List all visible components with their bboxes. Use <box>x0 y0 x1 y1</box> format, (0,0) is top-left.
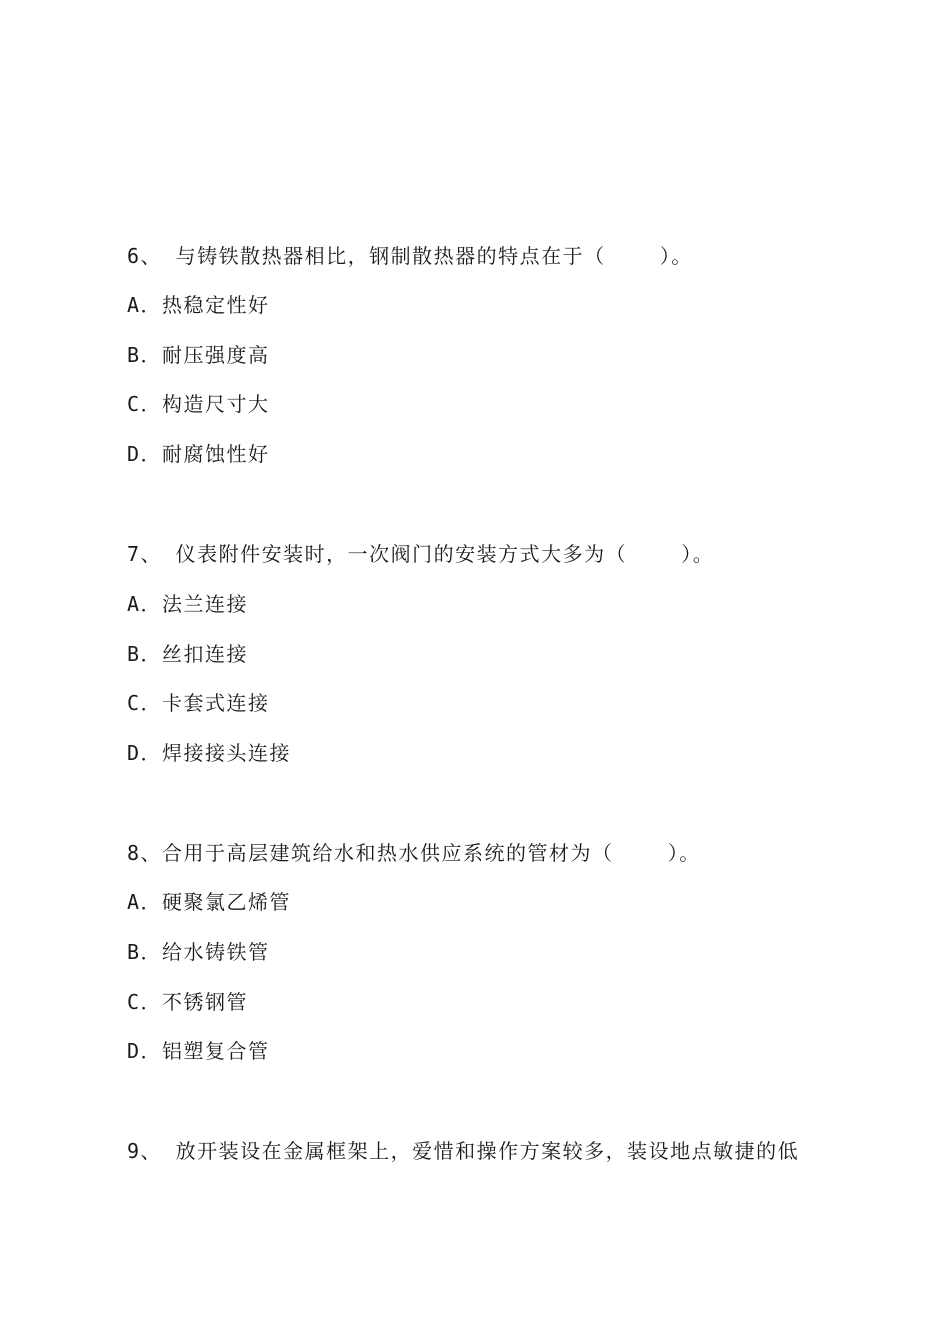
question-7-option-a: A．法兰连接 <box>127 592 249 616</box>
question-7-option-c: C．卡套式连接 <box>127 691 270 715</box>
question-6-option-b: B．耐压强度高 <box>127 343 270 367</box>
question-6-option-d: D．耐腐蚀性好 <box>127 442 270 466</box>
question-6-option-a: A．热稳定性好 <box>127 293 270 317</box>
question-7-option-b: B．丝扣连接 <box>127 642 249 666</box>
question-7-option-d: D．焊接接头连接 <box>127 741 292 765</box>
question-8-option-b: B．给水铸铁管 <box>127 940 270 964</box>
question-7-stem: 7、 仪表附件安装时，一次阀门的安装方式大多为（ ）。 <box>127 542 715 566</box>
question-6-stem: 6、 与铸铁散热器相比，钢制散热器的特点在于（ ）。 <box>127 244 693 268</box>
question-8-option-d: D．铝塑复合管 <box>127 1039 270 1063</box>
question-6-option-c: C．构造尺寸大 <box>127 392 270 416</box>
question-8-stem: 8、合用于高层建筑给水和热水供应系统的管材为（ ）。 <box>127 841 701 865</box>
question-8-option-a: A．硬聚氯乙烯管 <box>127 890 292 914</box>
question-8-option-c: C．不锈钢管 <box>127 990 249 1014</box>
question-9-stem: 9、 放开装设在金属框架上，爱惜和操作方案较多，装设地点敏捷的低 <box>127 1139 800 1163</box>
